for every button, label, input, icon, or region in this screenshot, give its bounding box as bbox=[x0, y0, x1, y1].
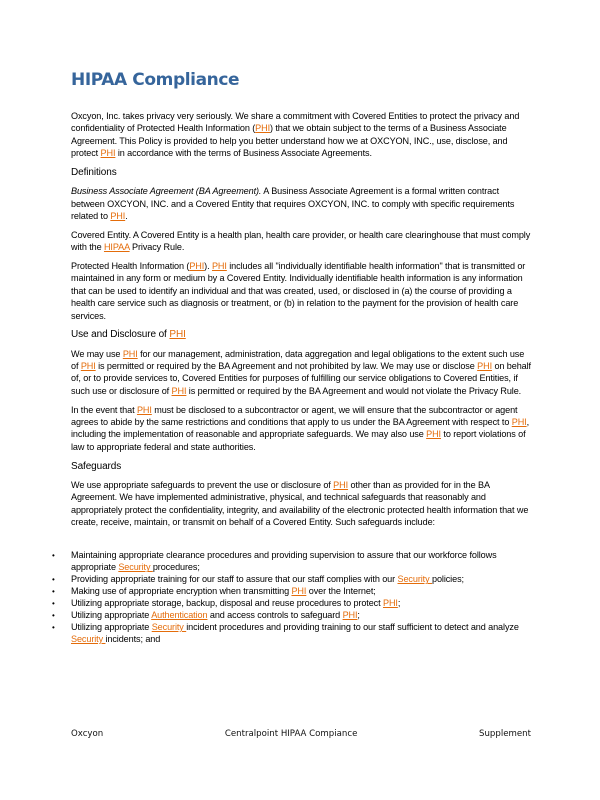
text: Providing appropriate training for our staff to assure that our staff complies with our bbox=[71, 574, 398, 585]
security-link[interactable]: Security bbox=[151, 621, 187, 632]
use-paragraph-1 bbox=[71, 348, 533, 398]
text: A Business Associate Agreement is a formal written contract between OXCYON, INC. and a Covered Entity that requires OXCYON, INC. to comply with specific requirements related to bbox=[71, 186, 515, 222]
phi-link[interactable]: PHI bbox=[342, 610, 358, 620]
text: Oxcyon, Inc. takes privacy very seriously. We share a commitment with Covered Entities to protect the privacy and confidentiality of Protected Health Information ( bbox=[71, 111, 520, 134]
list-item bbox=[49, 574, 533, 586]
security-link[interactable]: Security bbox=[71, 633, 106, 644]
document-body bbox=[52, 110, 533, 646]
list-item bbox=[49, 550, 533, 574]
text: Privacy Rule. bbox=[129, 242, 185, 253]
phi-link[interactable]: PHI bbox=[511, 417, 527, 428]
text: Use and Disclosure of bbox=[71, 329, 170, 341]
phi-link[interactable]: PHI bbox=[382, 598, 398, 609]
text: in accordance with the terms of Business Associate Agreements. bbox=[115, 148, 372, 159]
definitions-heading: Definitions bbox=[71, 167, 117, 179]
phi-link[interactable]: PHI bbox=[110, 211, 126, 222]
text: ; bbox=[357, 610, 360, 620]
ba-agreement-definition bbox=[71, 185, 533, 222]
use-disclosure-heading bbox=[71, 328, 533, 341]
phi-link[interactable]: PHI bbox=[189, 261, 205, 272]
bullet-icon: • bbox=[52, 611, 55, 620]
phi-link[interactable]: PHI bbox=[255, 123, 271, 134]
phi-link[interactable]: PHI bbox=[211, 261, 227, 272]
bullet-icon: • bbox=[52, 575, 55, 585]
text: on behalf of, or to provide services to, Covered Entities for purposes of fulfilling our service obligations to Covered Entities, if such use or disclosure of bbox=[71, 361, 531, 396]
phi-link[interactable]: PHI bbox=[171, 385, 187, 396]
text: incident procedures and providing training to our staff sufficient to detect and analyze bbox=[186, 621, 519, 632]
text: over the Internet; bbox=[306, 586, 376, 597]
text: We use appropriate safeguards to prevent the use or disclosure of bbox=[71, 479, 334, 490]
list-item bbox=[49, 586, 533, 598]
text: Utilizing appropriate bbox=[71, 610, 152, 620]
text: Covered Entity. A Covered Entity is a health plan, health care provider, or health care clearinghouse that must comply with the bbox=[71, 229, 531, 253]
list-item bbox=[49, 610, 533, 622]
phi-link[interactable]: PHI bbox=[291, 586, 307, 597]
page-footer bbox=[71, 729, 531, 739]
phi-link[interactable]: PHI bbox=[122, 348, 138, 359]
phi-link[interactable]: PHI bbox=[477, 361, 493, 372]
text: In the event that bbox=[71, 404, 137, 415]
text: Maintaining appropriate clearance procedures and providing supervision to assure that our workforce follows appropriate bbox=[71, 550, 497, 573]
phi-link[interactable]: PHI bbox=[169, 329, 186, 341]
text: is permitted or required by the BA Agreement and would not violate the Privacy Rule. bbox=[186, 385, 522, 396]
intro-paragraph bbox=[71, 110, 533, 160]
text: to report violations of law to appropriate federal and state authorities. bbox=[71, 429, 526, 452]
security-link[interactable]: Security bbox=[397, 574, 432, 585]
text: must be disclosed to a subcontractor or agent, we will ensure that the subcontractor or agent agrees to abide by the same restrictions and conditions that apply to us under the BA Agreement with respect to bbox=[71, 404, 518, 428]
list-item bbox=[49, 598, 533, 610]
safeguards-paragraph bbox=[71, 479, 533, 529]
definition-term: Business Associate Agreement (BA Agreement). bbox=[71, 186, 262, 197]
text: Utilizing appropriate bbox=[71, 621, 152, 632]
bullet-icon: • bbox=[52, 551, 55, 561]
page-title: HIPAA Compliance bbox=[71, 70, 240, 90]
bullet-icon: • bbox=[52, 622, 55, 632]
phi-link[interactable]: PHI bbox=[333, 479, 349, 490]
phi-definition bbox=[71, 260, 533, 322]
text: ). bbox=[204, 261, 212, 272]
list-item bbox=[49, 622, 533, 646]
text: ; bbox=[397, 598, 401, 609]
text: Making use of appropriate encryption when transmitting bbox=[71, 586, 292, 597]
text: . bbox=[125, 211, 128, 222]
footer-document-name: Centralpoint HIPAA Compiance bbox=[224, 729, 358, 739]
text: other than as provided for in the BA Agreement. We have implemented administrative, physical, and technical safeguards that reasonably and appropriately protect the confidentiality, integrity, and availability of the electronic protected health information that we create, receive, maintain, or transmit on behalf of a Covered Entity. Such safeguards include: bbox=[71, 479, 529, 528]
text: policies; bbox=[431, 574, 464, 585]
phi-link[interactable]: PHI bbox=[100, 148, 116, 159]
use-paragraph-2 bbox=[71, 404, 533, 454]
text: is permitted or required by the BA Agreement and not prohibited by law. We may use or disclose bbox=[95, 361, 478, 372]
safeguards-list bbox=[49, 550, 533, 645]
text: incidents; and bbox=[105, 633, 161, 644]
text: includes all "individually identifiable health information" that is transmitted or maintained in any form or medium by a Covered Entity. Individually identifiable health information is any information that can be used to identify an individual and that was created, used, or disclosed in (a) the course of providing a health care service such as diagnosis or treatment, or (b) in relation to the payment for the provision of health care services. bbox=[71, 261, 526, 321]
phi-link[interactable]: PHI bbox=[136, 404, 152, 415]
safeguards-heading: Safeguards bbox=[71, 460, 122, 472]
hipaa-link[interactable]: HIPAA bbox=[103, 242, 130, 253]
text: procedures; bbox=[152, 562, 200, 573]
bullet-icon: • bbox=[52, 587, 55, 597]
bullet-icon: • bbox=[52, 599, 55, 609]
footer-section: Supplement bbox=[479, 729, 531, 739]
text: Protected Health Information ( bbox=[71, 261, 190, 272]
authentication-link[interactable]: Authentication bbox=[151, 610, 208, 620]
covered-entity-definition bbox=[71, 229, 533, 254]
text: We may use bbox=[71, 348, 123, 359]
phi-link[interactable]: PHI bbox=[426, 429, 441, 440]
text: and access controls to safeguard bbox=[207, 610, 343, 620]
text: Utilizing appropriate storage, backup, disposal and reuse procedures to protect bbox=[71, 598, 383, 609]
text: , including the implementation of reasonable and appropriate safeguards. We may also use bbox=[71, 417, 530, 440]
footer-company: Oxcyon bbox=[71, 729, 104, 739]
phi-link[interactable]: PHI bbox=[80, 361, 96, 372]
text: for our management, administration, data aggregation and legal obligations to the extent such use of bbox=[71, 348, 525, 372]
text: ) that we obtain subject to the terms of a Business Associate Agreement. This Policy is provided to help you better understand how we at OXCYON, INC., use, disclose, and protect bbox=[71, 123, 508, 159]
security-link[interactable]: Security bbox=[118, 562, 153, 573]
